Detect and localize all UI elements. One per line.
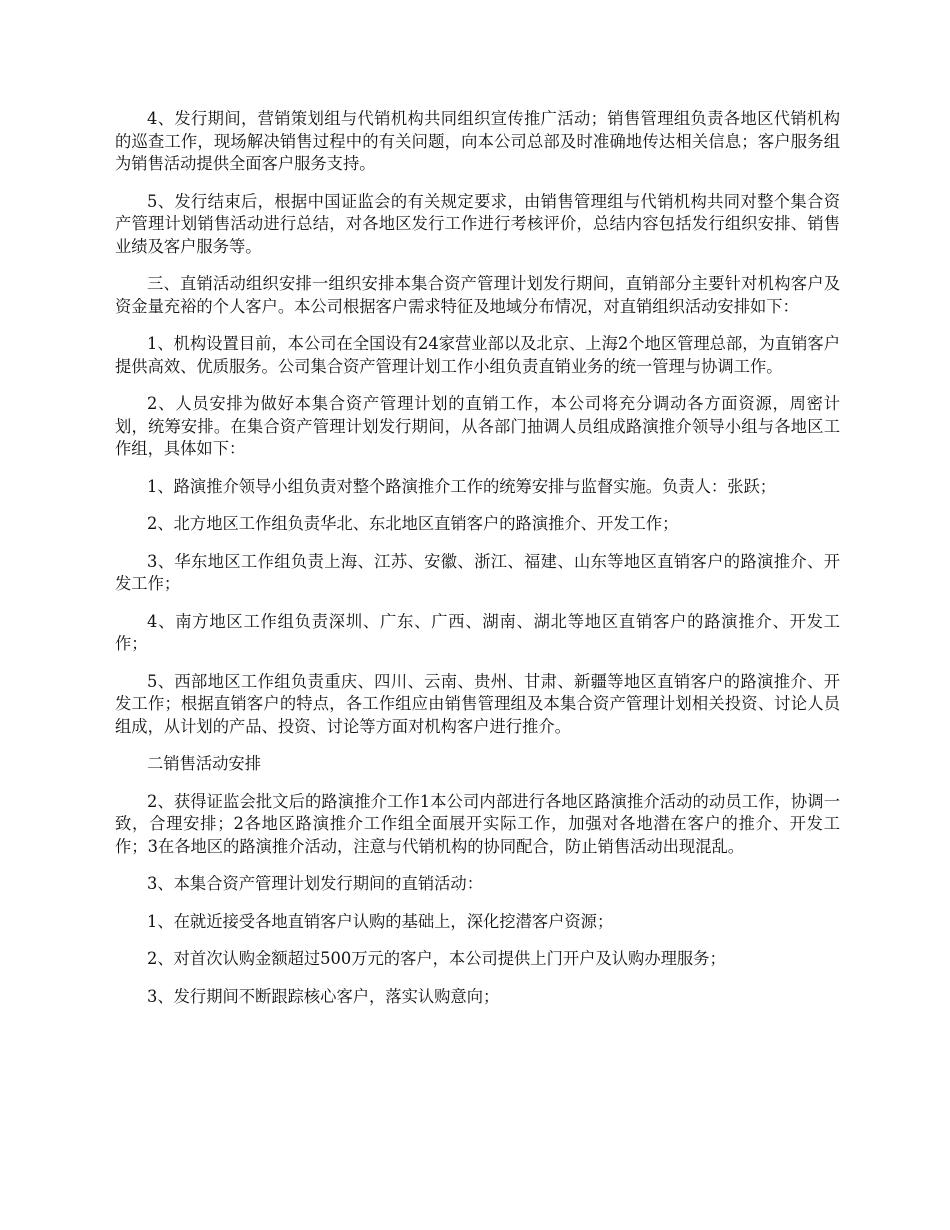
document-page — [115, 108, 840, 1023]
paragraph-roadshow-work: 2、获得证监会批文后的路演推介工作1本公司内部进行各地区路演推介活动的动员工作，协调一致，合理安排；2各地区路演推介工作组全面展开实际工作，加强对各地潜在客户的推介、开发工作；3在各地区的路演推介活动，注意与代销机构的协同配合，防止销售活动出现混乱。 — [115, 791, 840, 856]
paragraph-direct-sales-activities: 3、本集合资产管理计划发行期间的直销活动： — [147, 874, 483, 893]
paragraph-institution-setup: 1、机构设置目前，本公司在全国设有24家营业部以及北京、上海2个地区管理总部，为直销客户提供高效、优质服务。公司集合资产管理计划工作小组负责直销业务的统一管理与协调工作。 — [115, 334, 840, 376]
paragraph-roadshow-leadership: 1、路演推介领导小组负责对整个路演推介工作的统筹安排与监督实施。负责人：张跃； — [147, 476, 777, 496]
paragraph-east-region: 3、华东地区工作组负责上海、江苏、安徽、浙江、福建、山东等地区直销客户的路演推介、开发工作； — [115, 551, 840, 593]
paragraph-west-region: 5、西部地区工作组负责重庆、四川、云南、贵州、甘肃、新疆等地区直销客户的路演推介、开发工作；根据直销客户的特点，各工作组应由销售管理组及本集合资产管理计划相关投资、讨论人员组成，从计划的产品、投资、讨论等方面对机构客户进行推介。 — [115, 671, 840, 736]
paragraph-core-client-tracking: 3、发行期间不断跟踪核心客户，落实认购意向； — [147, 986, 500, 1006]
paragraph-south-region: 4、南方地区工作组负责深圳、广东、广西、湖南、湖北等地区直销客户的路演推介、开发工作； — [115, 611, 840, 653]
paragraph-issuance-end: 5、发行结束后，根据中国证监会的有关规定要求，由销售管理组与代销机构共同对整个集合资产管理计划销售活动进行总结，对各地区发行工作进行考核评价，总结内容包括发行组织安排、销售业绩及客户服务等。 — [115, 191, 840, 256]
paragraph-direct-sales-organization: 三、直销活动组织安排一组织安排本集合资产管理计划发行期间，直销部分主要针对机构客户及资金量充裕的个人客户。本公司根据客户需求特征及地域分布情况，对直销组织活动安排如下： — [115, 274, 840, 316]
paragraph-issuance-period: 4、发行期间，营销策划组与代销机构共同组织宣传推广活动；销售管理组负责各地区代销机构的巡查工作，现场解决销售过程中的有关问题，向本公司总部及时准确地传达相关信息；客户服务组为销售活动提供全面客户服务支持。 — [115, 109, 840, 173]
paragraph-client-resources: 1、在就近接受各地直销客户认购的基础上，深化挖潜客户资源； — [147, 911, 614, 931]
paragraph-sales-activity-heading: 二销售活动安排 — [147, 754, 261, 773]
paragraph-staff-arrangement: 2、人员安排为做好本集合资产管理计划的直销工作，本公司将充分调动各方面资源，周密计划，统筹安排。在集合资产管理计划发行期间，从各部门抽调人员组成路演推介领导小组与各地区工作组，具体如下： — [115, 394, 840, 458]
paragraph-door-to-door-service: 2、对首次认购金额超过500万元的客户，本公司提供上门开户及认购办理服务； — [147, 949, 726, 968]
paragraph-north-region: 2、北方地区工作组负责华北、东北地区直销客户的路演推介、开发工作； — [147, 514, 679, 533]
